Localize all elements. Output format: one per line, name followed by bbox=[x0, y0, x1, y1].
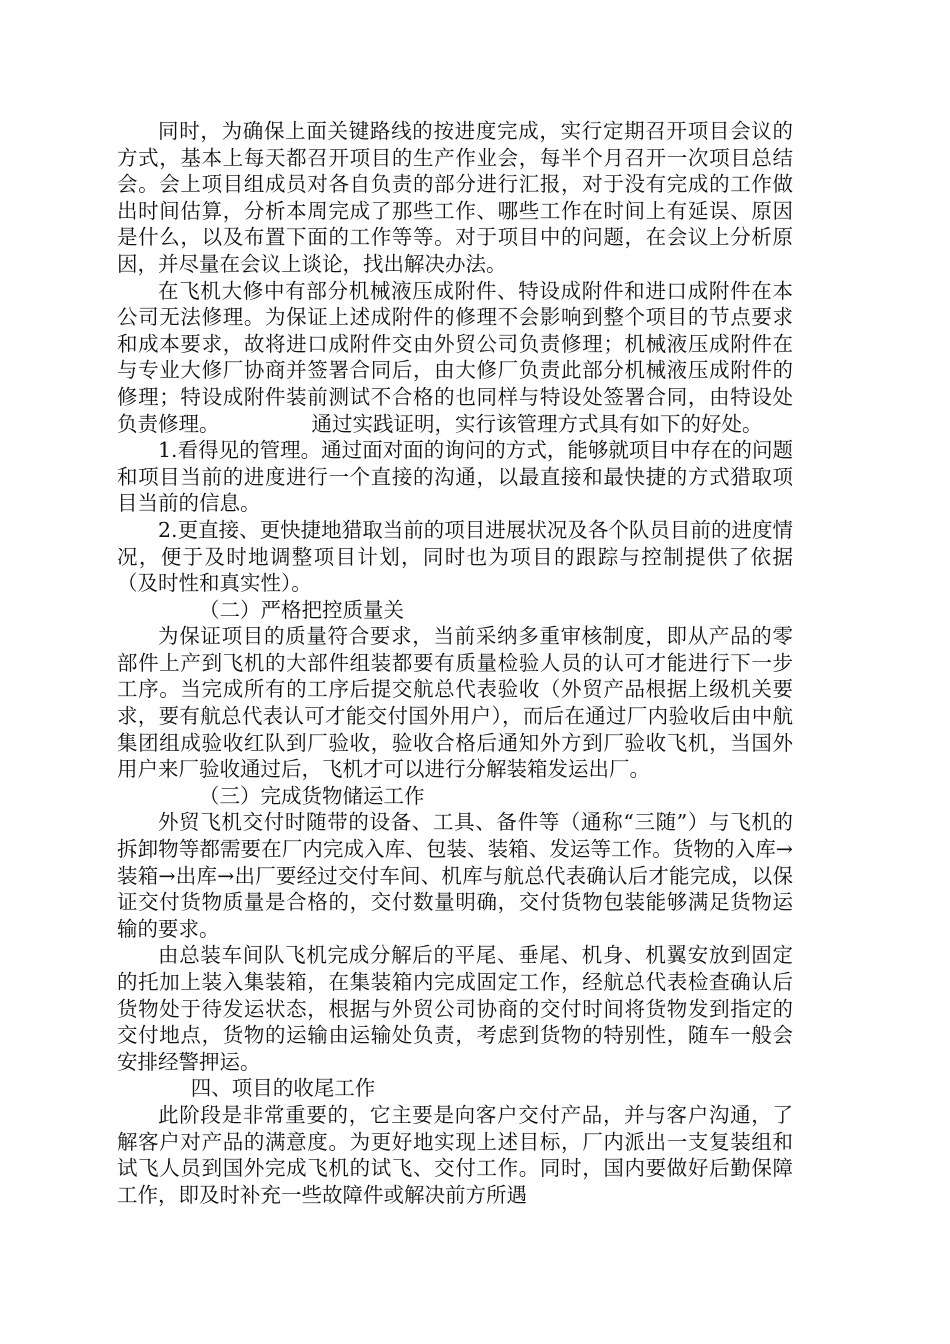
paragraph-closing-work: 此阶段是非常重要的，它主要是向客户交付产品，并与客户沟通，了解客户对产品的满意度。为更好地实现上述目标，厂内派出一支复装组和试飞人员到国外完成飞机的试飞、交付工作。同时，国内要做好后勤保障工作，即及时补充一些故障件或解决前方所遇 bbox=[117, 1102, 793, 1207]
paragraph-outsourced-repairs-conclusion: 通过实践证明，实行该管理方式具有如下的好处。 bbox=[311, 411, 763, 436]
paragraph-cargo-process: 外贸飞机交付时随带的设备、工具、备件等（通称“三随”）与飞机的拆卸物等都需要在厂内完成入库、包装、装箱、发运等工作。货物的入库→装箱→出库→出厂要经过交付车间、机库与航总代表确认后才能完成，以保证交付货物质量是合格的，交付数量明确，交付货物包装能够满足货物运输的要求。 bbox=[117, 810, 793, 941]
paragraph-benefit-2: 2.更直接、更快捷地猎取当前的项目进展状况及各个队员目前的进度情况，便于及时地调整项目计划，同时也为项目的跟踪与控制提供了依据（及时性和真实性）。 bbox=[117, 517, 793, 596]
paragraph-outsourced-repairs bbox=[117, 278, 793, 438]
heading-cargo-transport: （三）完成货物储运工作 bbox=[199, 783, 425, 808]
paragraph-outsourced-repairs-main: 在飞机大修中有部分机械液压成附件、特设成附件和进口成附件在本公司无法修理。为保证上述成附件的修理不会影响到整个项目的节点要求和成本要求，故将进口成附件交由外贸公司负责修理；机械液压成附件在与专业大修厂协商并签署合同后，由大修厂负责此部分机械液压成附件的修理；特设成附件装前测试不合格的也同样与特设处签署合同，由特设处负责修理。 bbox=[117, 278, 793, 436]
paragraph-weekly-meetings: 同时，为确保上面关键路线的按进度完成，实行定期召开项目会议的方式，基本上每天都召开项目的生产作业会，每半个月召开一次项目总结会。会上项目组成员对各自负责的部分进行汇报，对于没有完成的工作做出时间估算，分析本周完成了那些工作、哪些工作在时间上有延误、原因是什么，以及布置下面的工作等等。对于项目中的问题，在会议上分析原因，并尽量在会议上谈论，找出解决办法。 bbox=[117, 119, 793, 276]
heading-quality-control: （二）严格把控质量关 bbox=[199, 597, 404, 622]
document-body bbox=[117, 118, 793, 1208]
paragraph-container-shipping: 由总装车间队飞机完成分解后的平尾、垂尾、机身、机翼安放到固定的托加上装入集装箱，在集装箱内完成固定工作，经航总代表检查确认后货物处于待发运状态，根据与外贸公司协商的交付时间将货物发到指定的交付地点，货物的运输由运输处负责，考虑到货物的特别性，随车一般会安排经警押运。 bbox=[117, 943, 793, 1074]
paragraph-benefit-1: 1.看得见的管理。通过面对面的询问的方式，能够就项目中存在的问题和项目当前的进度进行一个直接的沟通，以最直接和最快捷的方式猎取项目当前的信息。 bbox=[117, 438, 793, 516]
paragraph-quality-review: 为保证项目的质量符合要求，当前采纳多重审核制度，即从产品的零部件上产到飞机的大部件组装都要有质量检验人员的认可才能进行下一步工序。当完成所有的工序后提交航总代表验收（外贸产品根据上级机关要求，要有航总代表认可才能交付国外用户），而后在通过厂内验收后由中航集团组成验收红队到厂验收，验收合格后通知外方到厂验收飞机，当国外用户来厂验收通过后，飞机才可以进行分解装箱发运出厂。 bbox=[117, 624, 793, 782]
heading-project-closing: 四、项目的收尾工作 bbox=[190, 1076, 376, 1101]
